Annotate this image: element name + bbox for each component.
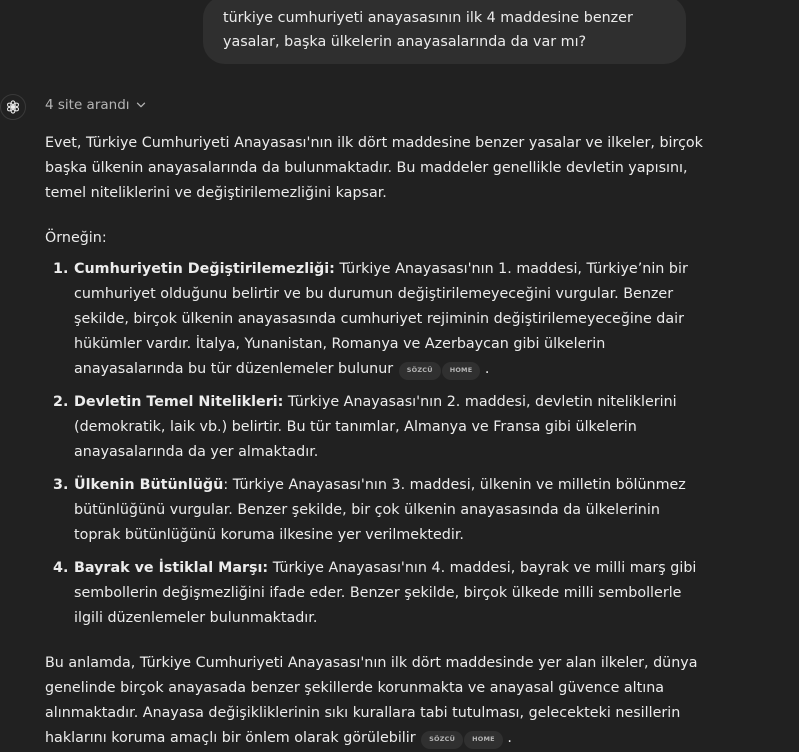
user-message-bubble — [203, 0, 686, 64]
list-item-number: 3. — [53, 477, 69, 493]
answer-closing — [45, 651, 705, 751]
list-item-text: : Türkiye Anayasası'nın 3. maddesi, ülkenin ve milletin bölünmez bütünlüğünü vurgular. Benzer şekilde, bir çok ülkenin anayasasında da ülkelerinin toprak bütünlüğünü koruma ilkesine yer verilmektedir. — [74, 477, 686, 543]
answer-lead: Örneğin: — [45, 230, 107, 246]
list-item-title: Devletin Temel Nitelikleri: — [74, 394, 284, 410]
list-item-number: 4. — [53, 560, 69, 576]
sources-label: 4 site arandı — [45, 97, 130, 113]
list-item — [45, 390, 705, 465]
sources-toggle[interactable] — [45, 97, 146, 113]
list-item — [45, 473, 705, 548]
closing-text: Bu anlamda, Türkiye Cumhuriyeti Anayasası'nın ilk dört maddesinde yer alan ilkeler, dünya genelinde birçok anayasada benzer şekillerde korunmakta ve anayasal güvence altına alınmaktadır. Anayasa değişikliklerinin sıkı kurallara tabi tutulması, gelecekteki nesillerin haklarını koruma amaçlı bir önlem olarak görülebilir — [45, 655, 698, 746]
list-item-number: 2. — [53, 394, 69, 410]
list-item-title: Cumhuriyetin Değiştirilemezliği: — [74, 261, 335, 277]
list-item-number: 1. — [53, 261, 69, 277]
list-item-title: Bayrak ve İstiklal Marşı: — [74, 560, 269, 576]
citation-pill[interactable]: HOME — [442, 362, 481, 380]
list-item-title: Ülkenin Bütünlüğü — [74, 477, 224, 493]
answer-list — [45, 257, 705, 631]
list-item-end: . — [484, 361, 490, 377]
citation-pill[interactable]: SÖZCÜ — [399, 362, 441, 380]
answer-intro: Evet, Türkiye Cumhuriyeti Anayasası'nın ilk dört maddesine benzer yasalar ve ilkeler, birçok başka ülkenin anayasalarında da bulunmaktadır. Bu maddeler genellikle devletin yapısını, temel niteliklerini ve değiştirilemezliğini kapsar. — [45, 135, 703, 201]
citation-pill[interactable]: SÖZCÜ — [421, 731, 463, 749]
openai-logo-icon — [5, 99, 21, 115]
user-message-text: türkiye cumhuriyeti anayasasının ilk 4 maddesine benzer yasalar, başka ülkelerin anayasalarında da var mı? — [223, 10, 633, 50]
list-item-text: Türkiye Anayasası'nın 2. maddesi, devletin niteliklerini (demokratik, laik vb.) belirtir. Bu tür tanımlar, Almanya ve Fransa gibi ülkelerin anayasalarında da yer almaktadır. — [74, 394, 677, 460]
list-item-text: Türkiye Anayasası'nın 4. maddesi, bayrak ve milli marş gibi sembollerin değişmezliğini ifade eder. Benzer şekilde, birçok ülkede milli sembollerle ilgili düzenlemeler bulunmaktadır. — [74, 560, 697, 626]
closing-end: . — [507, 730, 512, 746]
chevron-down-icon — [136, 100, 146, 110]
list-item-text: Türkiye Anayasası'nın 1. maddesi, Türkiye’nin bir cumhuriyet olduğunu belirtir ve bu durumun değiştirilemeyeceğini vurgular. Benzer şekilde, birçok ülkenin anayasasında cumhuriyet rejiminin değiştirilemeyeceğine dair hükümler vardır. İtalya, Yunanistan, Romanya ve Azerbaycan gibi ülkelerin anayasalarında bu tür düzenlemeler bulunur — [74, 261, 688, 377]
list-item — [45, 257, 705, 382]
assistant-avatar — [0, 94, 26, 120]
assistant-answer — [45, 131, 705, 751]
citation-pill[interactable]: HOME — [464, 731, 503, 749]
list-item — [45, 556, 705, 631]
